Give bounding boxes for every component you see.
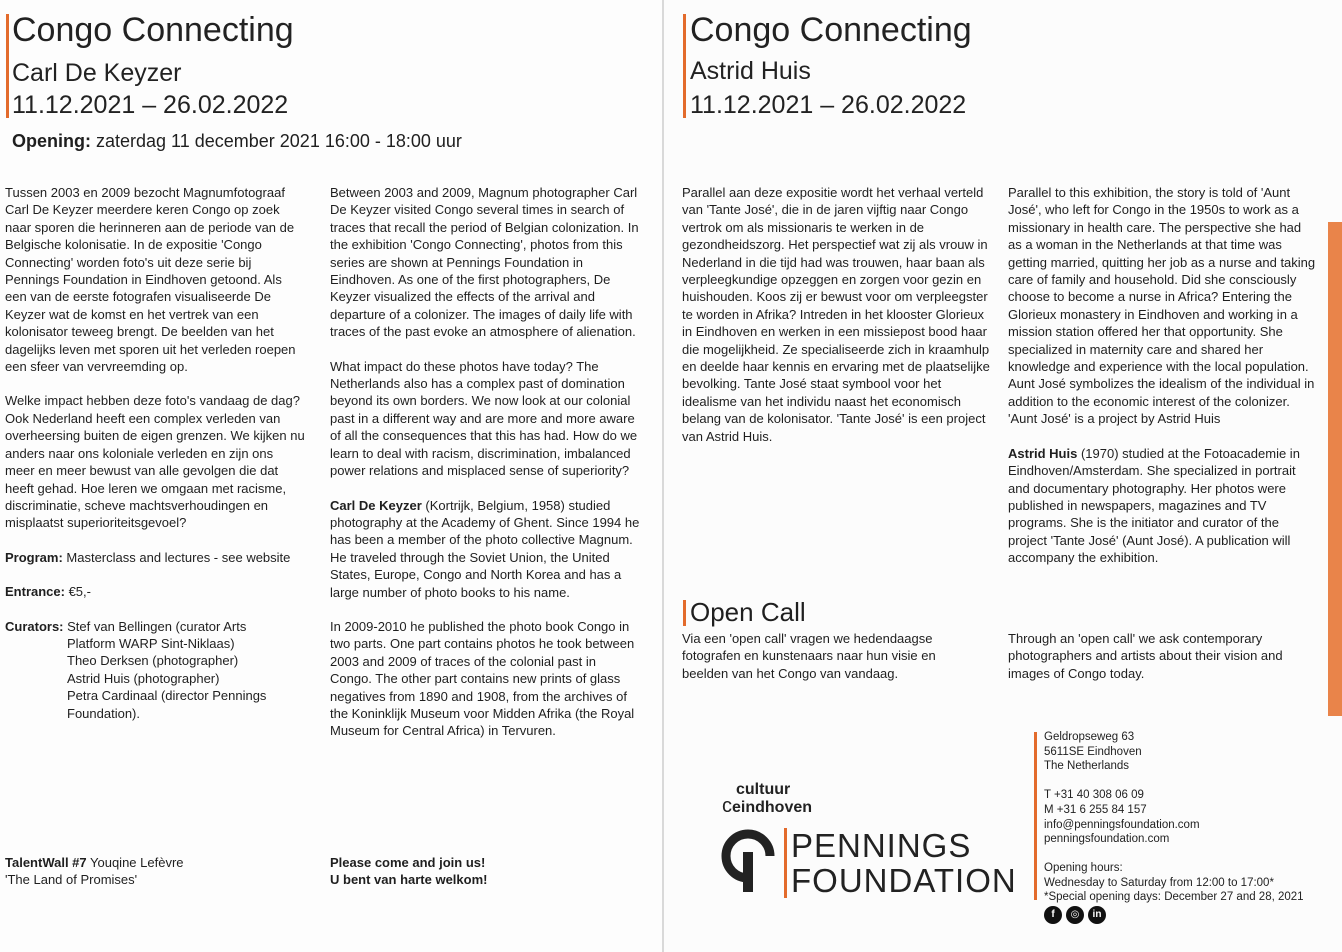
- talentwall-info: TalentWall #7 Youqine Lefèvre 'The Land of Promises': [5, 855, 184, 888]
- program-info: Program: Masterclass and lectures - see website: [5, 549, 291, 565]
- intro-paragraph-en: Between 2003 and 2009, Magnum photographer Carl De Keyzer visited Congo several times in search of traces that recall the period of Belgian colonization. In the exhibition 'Congo Connecting', photos from this series are shown at Pennings Foundation in Eindhoven. As one of the first photographers, De Keyzer visualized the effects of the arrival and departure of a colonizer. The images of daily life with traces of the past evoke an atmosphere of alienation.: [330, 185, 639, 340]
- opening-hours: Wednesday to Saturday from 12:00 to 17:00*: [1044, 876, 1274, 889]
- orange-side-stripe: [1328, 222, 1342, 716]
- exhibition-dates: 11.12.2021 – 26.02.2022: [12, 91, 289, 119]
- opening-label: Opening:: [12, 131, 91, 151]
- impact-paragraph-nl: Welke impact hebben deze foto's vandaag de dag? Ook Nederland heeft een complex verleden van overheersing buiten de eigen grenzen. We kijken nu anders naar ons koloniale verleden en zijn ons meer en meer bewust van alle gevolgen die dat heeft gehad. Hoe leren we omgaan met racisme, discriminatie, scheve machtsverhoudingen en misplaatst superioriteitsgevoel?: [5, 393, 305, 531]
- opencall-text-en: Through an 'open call' we ask contemporary photographers and artists about their vision and images of Congo today.: [1008, 631, 1283, 681]
- english-text-column: [330, 184, 640, 757]
- dutch-text-column: [5, 184, 305, 722]
- title-accent-bar: [683, 14, 686, 118]
- website-link[interactable]: penningsfoundation.com: [1044, 833, 1170, 846]
- artist-name: Carl De Keyzer: [12, 59, 182, 87]
- email-link[interactable]: info@penningsfoundation.com: [1044, 818, 1200, 831]
- mobile-number: M +31 6 255 84 157: [1044, 803, 1147, 816]
- pennings-foundation-logo: PENNINGS FOUNDATION: [784, 828, 1017, 898]
- artist-bio: Carl De Keyzer (Kortrijk, Belgium, 1958) studied photography at the Academy of Ghent. Since 1994 he has been a member of the photo collective Magnum. He traveled through the Soviet Union, the United States, Europe, Congo and North Korea and has a large number of photo books to his name.: [330, 497, 640, 600]
- opening-hours-label: Opening hours:: [1044, 861, 1123, 874]
- right-page: [664, 0, 1342, 952]
- left-page: [0, 0, 662, 952]
- aunt-jose-paragraph-en: Parallel to this exhibition, the story is told of 'Aunt José', who left for Congo in the 1950s to work as a missionary in health care. The perspective she had as a woman in the Netherlands at that time was getting married, quitting her job as a nurse and taking care of family and household. Did she consciously choose to become a nurse in Africa? Entering the Glorieux monastery in Eindhoven and working in a mission station offered her that opportunity. She specialized in maternity care and shared her knowledge and experience with the local population. Aunt José symbolizes the idealism of the individual in addition to the economic interest of the colonizer. 'Aunt José' is a project by Astrid Huis: [1008, 185, 1316, 427]
- artist-name: Astrid Huis: [690, 57, 811, 85]
- opening-value: zaterdag 11 december 2021 16:00 - 18:00 uur: [91, 131, 462, 151]
- opencall-heading: Open Call: [690, 597, 806, 627]
- special-opening-days: *Special opening days: December 27 and 28, 2021: [1044, 891, 1304, 904]
- astrid-bio: Astrid Huis (1970) studied at the Fotoacademie in Eindhoven/Amsterdam. She specialized in portrait and documentary photography. Her photos were published in newspapers, magazines and TV programs. She is the initiator and curator of the project 'Tante José' (Aunt José). A publication will accompany the exhibition.: [1008, 445, 1300, 566]
- tante-jose-paragraph-nl: Parallel aan deze expositie wordt het verhaal verteld van 'Tante José', die in de jaren vijftig naar Congo vertrok om als missionaris te werken in de gezondheidszorg. Het perspectief wat zij als vrouw in Nederland in die tijd had was trouwen, haar baan als verpleegkundige opzeggen en zorgen voor gezin en huishouden. Koos zij er bewust voor om verpleegster te worden in Afrika? Intreden in het klooster Glorieux in Eindhoven en werken in een missiepost bood haar die mogelijkheid. Ze specialiseerde zich in kraamhulp en deelde haar kennis en ervaring met de plaatselijke bevolking. Tante José staat symbool voor het idealisme van het individu naast het economisch belang van de kolonisator. 'Tante José' is een project van Astrid Huis.: [682, 185, 990, 444]
- exhibition-dates: 11.12.2021 – 26.02.2022: [690, 91, 967, 119]
- contact-info: [1044, 730, 1304, 905]
- cultuur-eindhoven-logo: cultuur ceindhoven: [722, 781, 813, 817]
- intro-paragraph-nl: Tussen 2003 en 2009 bezocht Magnumfotograaf Carl De Keyzer meerdere keren Congo op zoek naar sporen die herinneren aan de periode van de Belgische kolonisatie. In de expositie 'Congo Connecting' worden foto's uit deze serie bij Pennings Foundation in Eindhoven getoond. Als een van de eerste fotografen visualiseerde De Keyzer wat de komst en het vertrek van een kolonisator teweeg brengt. De beelden van het dagelijks leven met sporen uit het verleden roepen een sfeer van vervreemding op.: [5, 185, 296, 375]
- page-title: Congo Connecting: [690, 11, 972, 49]
- entrance-info: Entrance: €5,-: [5, 584, 91, 600]
- title-accent-bar: [6, 14, 9, 118]
- address-city: 5611SE Eindhoven: [1044, 745, 1142, 758]
- address-street: Geldropseweg 63: [1044, 731, 1135, 743]
- call-to-action: Please come and join us! U bent van harte welkom!: [330, 855, 488, 888]
- pennings-foundation-icon: [720, 828, 776, 894]
- photobook-paragraph: In 2009-2010 he published the photo book Congo in two parts. One part contains photos he took between 2003 and 2009 of traces of the colonial past in Congo. The other part contains new prints of glass negatives from 1890 and 1908, from the archives of the Koninklijk Museum voor Midden Afrika (the Royal Museum for Central Africa) in Tervuren.: [330, 618, 635, 739]
- opencall-text-nl: Via een 'open call' vragen we hedendaagse fotografen en kunstenaars naar hun visie en beelden van het Congo van vandaag.: [682, 631, 936, 681]
- impact-paragraph-en: What impact do these photos have today? The Netherlands also has a complex past of domination beyond its own borders. We now look at our colonial past in a different way and are more and more aware of all the consequences that this has had. How do we learn to deal with racism, discrimination, imbalanced power relations and misplaced sense of superiority?: [330, 358, 638, 479]
- opening-info: [12, 130, 462, 152]
- facebook-icon[interactable]: f: [1044, 906, 1062, 924]
- social-links: [1044, 906, 1106, 924]
- contact-accent-bar: [1034, 732, 1037, 900]
- dutch-text-column: [682, 184, 992, 462]
- address-country: The Netherlands: [1044, 760, 1130, 773]
- english-text-column: [1008, 184, 1318, 584]
- phone-number: T +31 40 308 06 09: [1044, 789, 1144, 802]
- opencall-accent-bar: [683, 600, 686, 626]
- linkedin-icon[interactable]: in: [1088, 906, 1106, 924]
- curators-list: Curators: Stef van Bellingen (curator Arts Platform WARP Sint-Niklaas) Theo Derksen (photographer) Astrid Huis (photographer) Petra Cardinaal (director Pennings Foundation).: [5, 618, 267, 721]
- instagram-icon[interactable]: ◎: [1066, 906, 1084, 924]
- page-title: Congo Connecting: [12, 11, 294, 49]
